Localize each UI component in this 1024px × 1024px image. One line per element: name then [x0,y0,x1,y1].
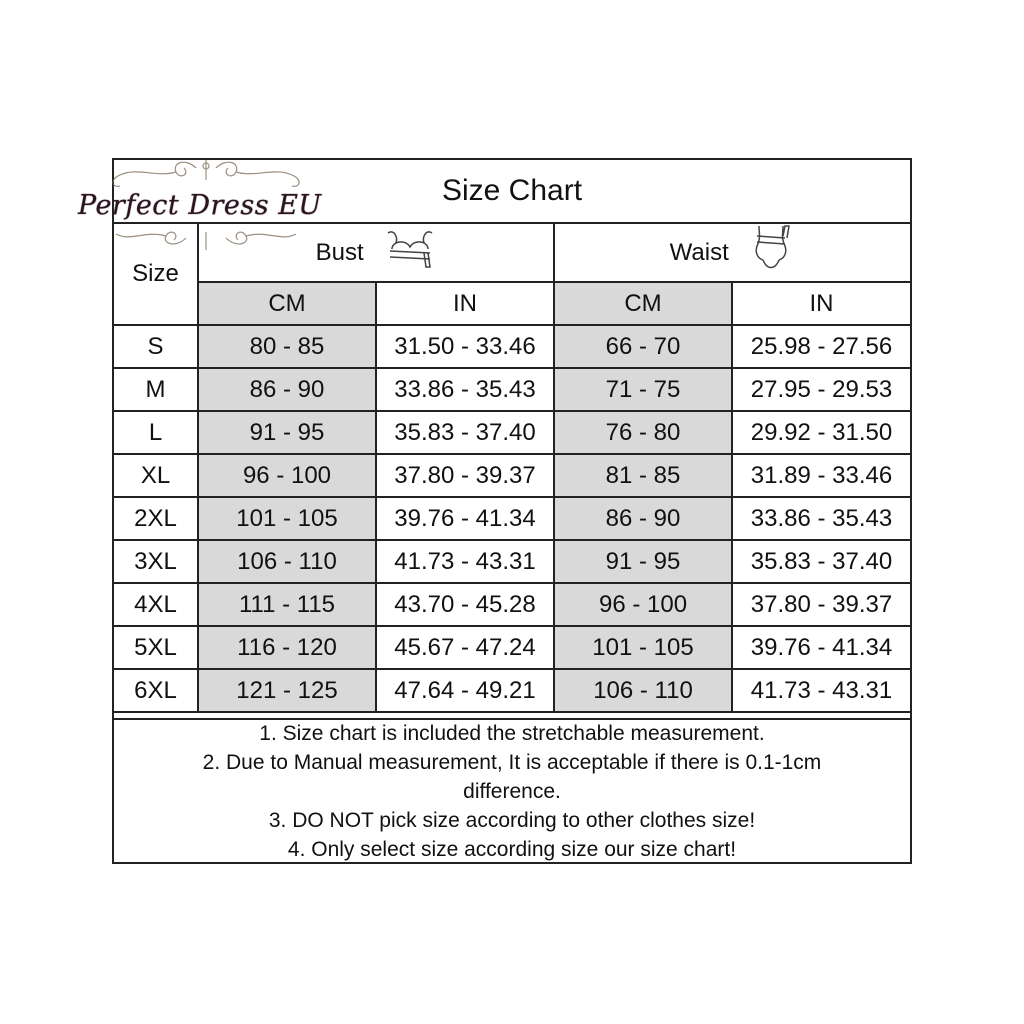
waist-cm-cell: 101 - 105 [554,626,732,669]
notes-section [114,718,910,862]
brand-logo [76,156,336,256]
table-row [114,540,910,583]
bust-in-cell: 47.64 - 49.21 [376,669,554,712]
size-cell: 6XL [114,669,198,712]
unit-header-waist-in: IN [732,282,910,325]
table-row [114,454,910,497]
size-column-header: Size [114,224,198,325]
table-row [114,325,910,368]
waist-cm-cell: 106 - 110 [554,669,732,712]
waist-in-cell: 29.92 - 31.50 [732,411,910,454]
bust-in-cell: 33.86 - 35.43 [376,368,554,411]
unit-header-waist-cm: CM [554,282,732,325]
size-cell: 4XL [114,583,198,626]
waist-cm-cell: 96 - 100 [554,583,732,626]
bust-in-cell: 41.73 - 43.31 [376,540,554,583]
waist-measure-icon [749,224,795,281]
size-cell: M [114,368,198,411]
bust-in-cell: 31.50 - 33.46 [376,325,554,368]
table-row [114,669,910,712]
bust-cm-cell: 111 - 115 [198,583,376,626]
bust-cm-cell: 96 - 100 [198,454,376,497]
note-1: 1. Size chart is included the stretchable measurement. [259,721,765,745]
note-3: 3. DO NOT pick size according to other clothes size! [268,808,756,832]
waist-in-cell: 31.89 - 33.46 [732,454,910,497]
size-table [114,224,910,713]
size-chart [78,158,912,864]
brand-logo-text: Perfect Dress EU [78,190,322,221]
bust-cm-cell: 80 - 85 [198,325,376,368]
table-row [114,411,910,454]
bust-in-cell: 35.83 - 37.40 [376,411,554,454]
bust-cm-cell: 116 - 120 [198,626,376,669]
waist-cm-cell: 81 - 85 [554,454,732,497]
waist-cm-cell: 76 - 80 [554,411,732,454]
chart-title: Size Chart [114,160,910,224]
table-row [114,497,910,540]
size-cell: S [114,325,198,368]
waist-label: Waist [669,238,729,266]
waist-cm-cell: 91 - 95 [554,540,732,583]
bust-cm-cell: 121 - 125 [198,669,376,712]
bust-cm-cell: 106 - 110 [198,540,376,583]
waist-cm-cell: 71 - 75 [554,368,732,411]
size-cell: XL [114,454,198,497]
bust-in-cell: 37.80 - 39.37 [376,454,554,497]
size-cell: 2XL [114,497,198,540]
unit-header-bust-in: IN [376,282,554,325]
bust-in-cell: 45.67 - 47.24 [376,626,554,669]
table-row [114,583,910,626]
waist-cm-cell: 86 - 90 [554,497,732,540]
waist-in-cell: 37.80 - 39.37 [732,583,910,626]
waist-in-cell: 35.83 - 37.40 [732,540,910,583]
waist-in-cell: 33.86 - 35.43 [732,497,910,540]
bust-cm-cell: 91 - 95 [198,411,376,454]
waist-in-cell: 25.98 - 27.56 [732,325,910,368]
note-4: 4. Only select size according size our size chart! [287,837,737,861]
size-cell: L [114,411,198,454]
waist-header [554,224,910,282]
bust-in-cell: 39.76 - 41.34 [376,497,554,540]
bust-cm-cell: 86 - 90 [198,368,376,411]
waist-in-cell: 41.73 - 43.31 [732,669,910,712]
size-cell: 3XL [114,540,198,583]
waist-cm-cell: 66 - 70 [554,325,732,368]
note-2: 2. Due to Manual measurement, It is acceptable if there is 0.1-1cm difference. [202,750,822,803]
unit-header-bust-cm: CM [198,282,376,325]
table-row [114,368,910,411]
waist-in-cell: 27.95 - 29.53 [732,368,910,411]
bust-in-cell: 43.70 - 45.28 [376,583,554,626]
table-row [114,626,910,669]
waist-in-cell: 39.76 - 41.34 [732,626,910,669]
size-cell: 5XL [114,626,198,669]
bust-measure-icon [384,227,436,278]
bust-cm-cell: 101 - 105 [198,497,376,540]
bust-label: Bust [315,238,364,266]
